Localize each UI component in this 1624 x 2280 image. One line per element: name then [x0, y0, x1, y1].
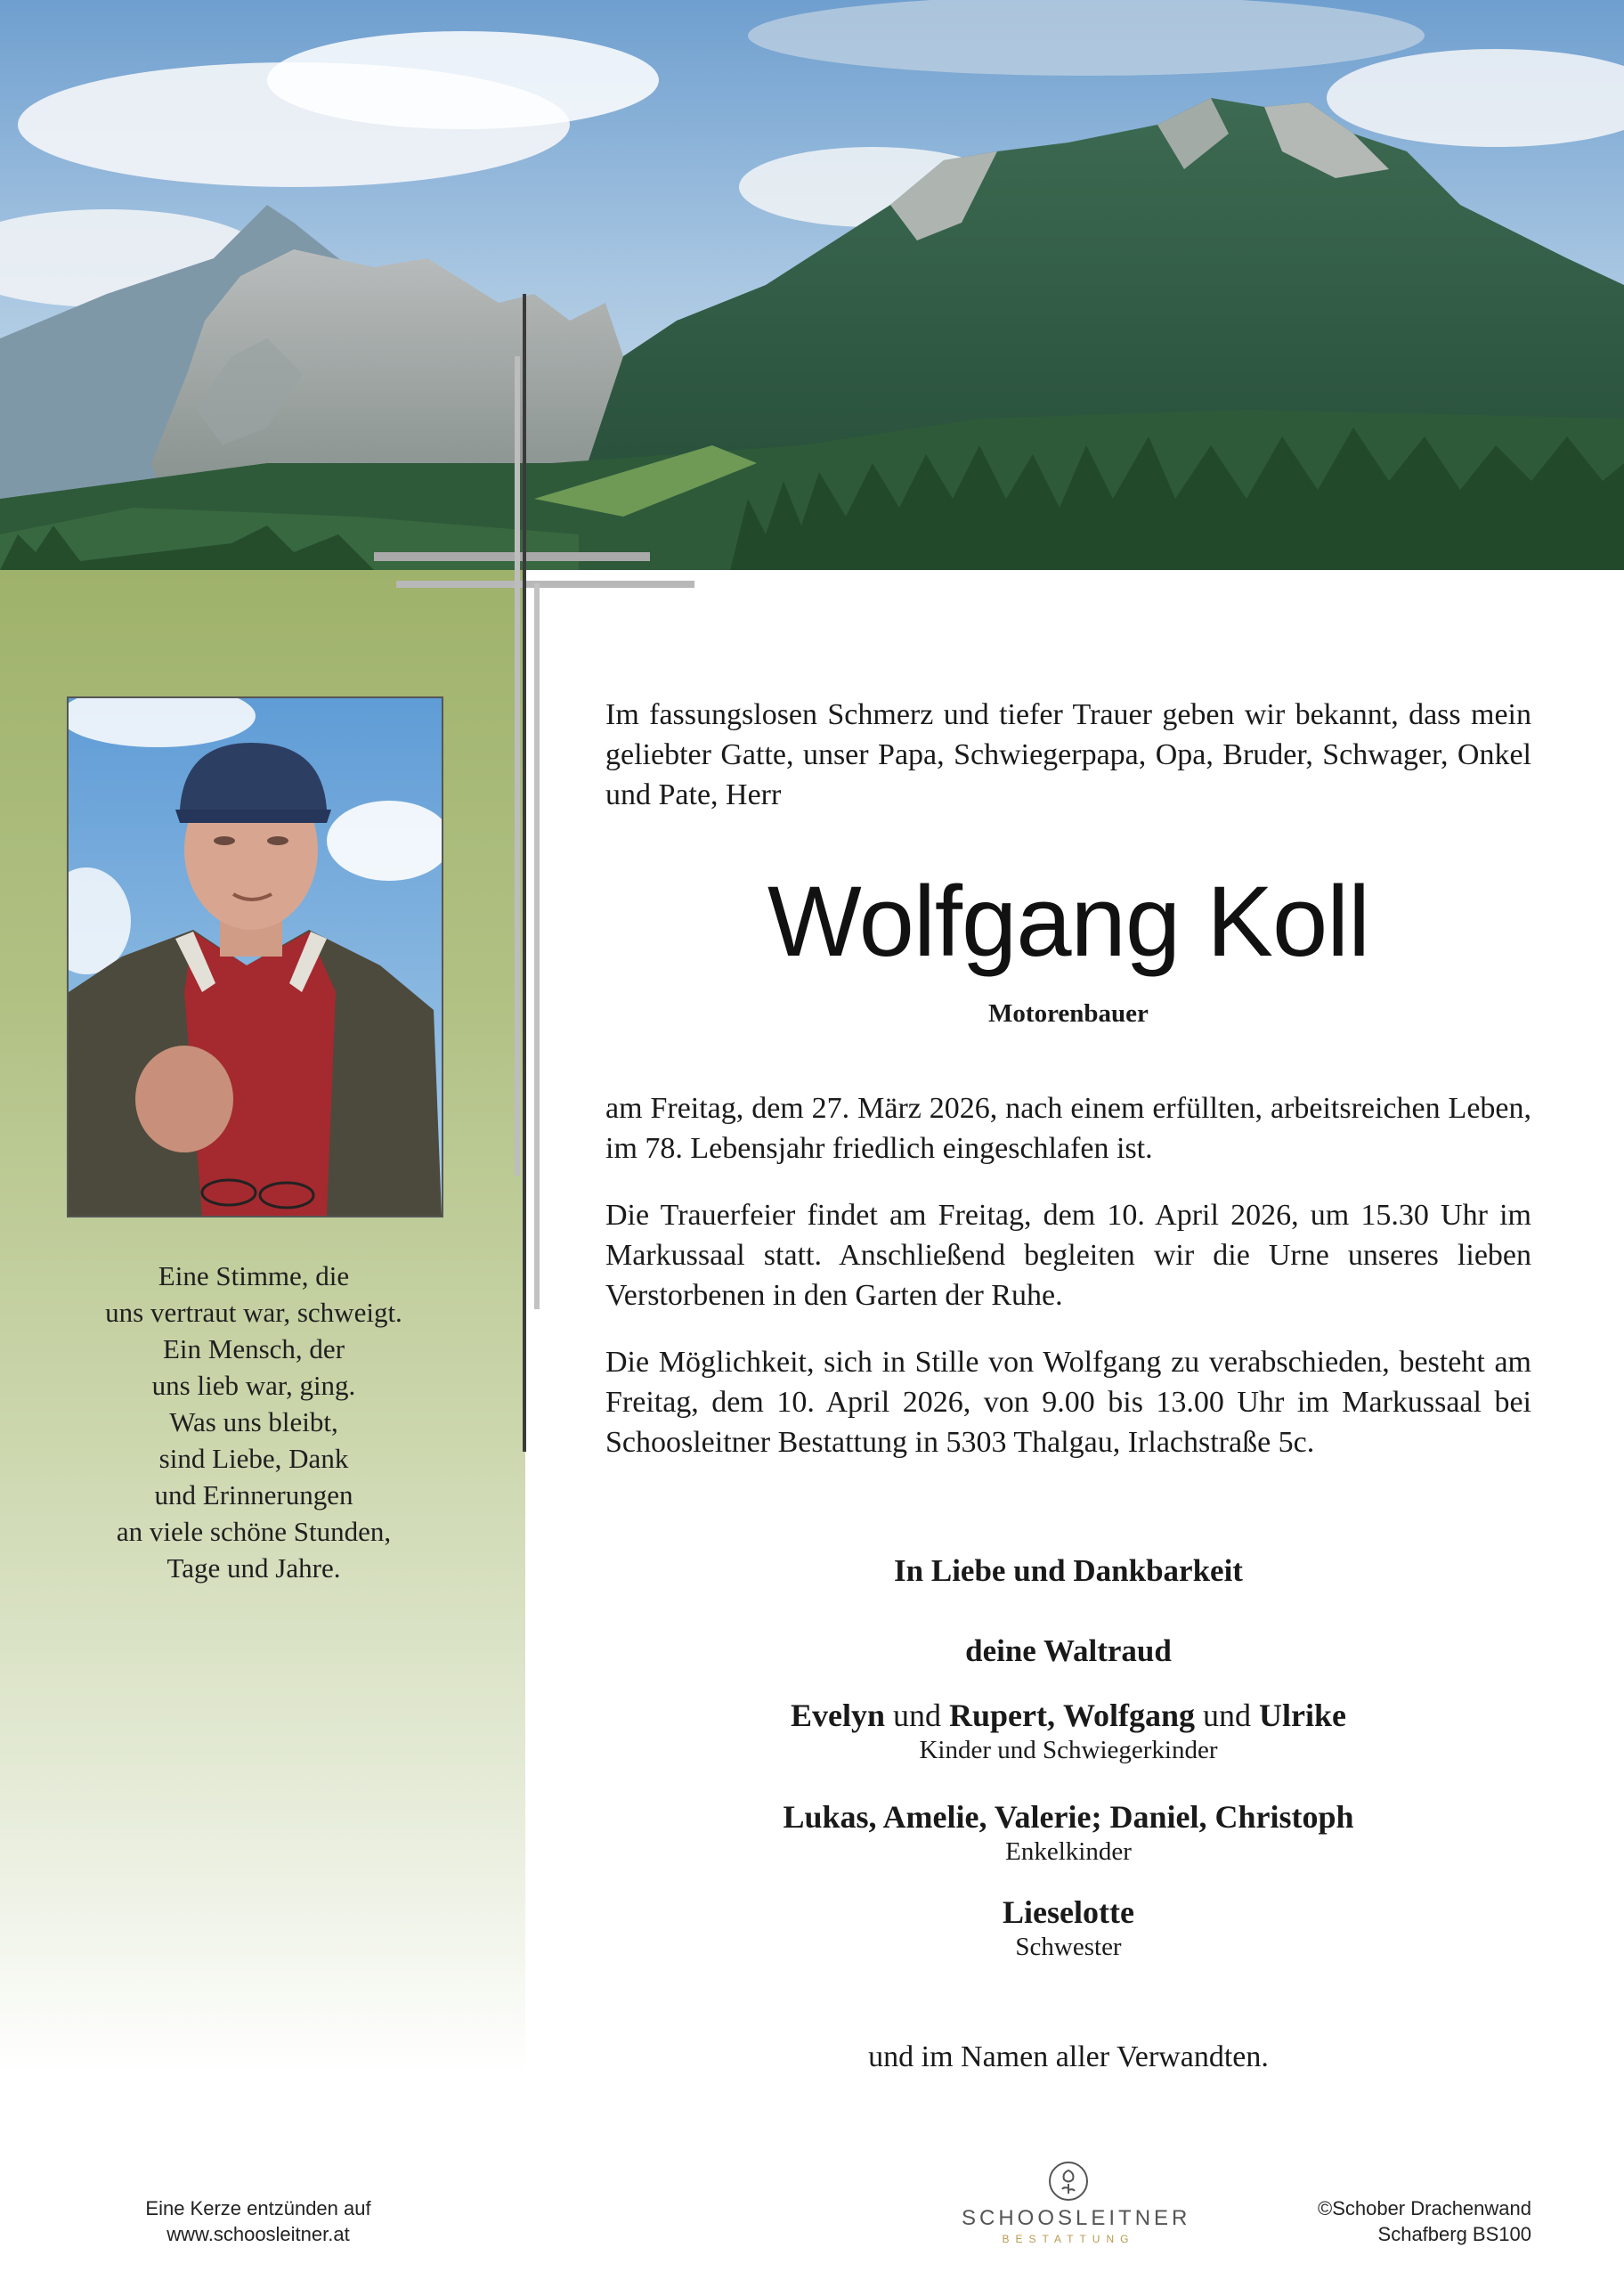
poem-line: Tage und Jahre. [166, 1552, 341, 1584]
death-notice-paragraph: am Freitag, dem 27. März 2026, nach einem erfüllten, arbeitsreichen Leben, im 78. Lebensjahr friedlich eingeschlafen ist. [605, 1092, 1531, 1165]
rose-icon [1047, 2160, 1090, 2203]
closing-line: In Liebe und Dankbarkeit [894, 1553, 1243, 1588]
child-name: Rupert, [949, 1698, 1055, 1733]
deceased-profession: Motorenbauer [988, 999, 1149, 1028]
grandchildren-names: Lukas, Amelie, Valerie; Daniel, Christoph [783, 1799, 1354, 1835]
children-group [605, 1697, 1531, 1766]
sister-relation: Schwester [1015, 1933, 1122, 1961]
cross-horizontal-bar [374, 552, 650, 561]
cross-vertical-shadow [534, 583, 540, 1309]
candle-note [89, 2195, 427, 2247]
relatives-line: und im Namen aller Verwandten. [868, 2040, 1269, 2073]
funeral-home-logo [962, 2160, 1191, 2245]
poem-line: Was uns bleibt, [169, 1406, 338, 1437]
poem-line: Eine Stimme, die [158, 1260, 350, 1291]
connector-text: und [893, 1698, 941, 1733]
poem-line: und Erinnerungen [154, 1479, 353, 1510]
grandchildren-relation: Enkelkinder [1005, 1837, 1132, 1866]
poem-line: uns vertraut war, schweigt. [105, 1297, 402, 1328]
deceased-name: Wolfgang Koll [767, 866, 1369, 977]
sister-name: Lieselotte [1003, 1894, 1134, 1930]
connector-text: und [1203, 1698, 1252, 1733]
grandchildren-group [605, 1798, 1531, 1868]
memorial-poem [36, 1258, 472, 1586]
cross-vertical-bar [523, 294, 526, 1452]
poem-line: sind Liebe, Dank [158, 1443, 349, 1474]
farewell-paragraph: Die Möglichkeit, sich in Stille von Wolfgang zu verabschieden, besteht am Freitag, dem 10. April 2026, von 9.00 bis 13.00 Uhr im Markussaal bei Schoosleitner Bestattung in 5303 Thalgau, Irlachstraße 5c. [605, 1346, 1531, 1459]
sister-group [605, 1893, 1531, 1963]
candle-text: Eine Kerze entzünden auf [145, 2197, 371, 2219]
poem-line: an viele schöne Stunden, [116, 1516, 392, 1547]
cross-vertical-light [515, 356, 520, 1176]
ceremony-paragraph: Die Trauerfeier findet am Freitag, dem 10. April 2026, um 15.30 Uhr im Markussaal statt. Anschließend begleiten wir die Urne unseres lieben Verstorbenen in den Garten der Ruhe. [605, 1199, 1531, 1312]
photo-credit [1264, 2195, 1531, 2247]
website-link[interactable]: www.schoosleitner.at [166, 2223, 350, 2245]
intro-paragraph: Im fassungslosen Schmerz und tiefer Trauer geben wir bekannt, dass mein geliebter Gatte, unser Papa, Schwiegerpapa, Opa, Bruder, Schwager, Onkel und Pate, Herr [605, 698, 1531, 811]
poem-line: Ein Mensch, der [162, 1333, 345, 1364]
credit-line: ©Schober Drachenwand [1317, 2197, 1531, 2219]
header-landscape-photo [0, 0, 1624, 570]
child-name: Ulrike [1259, 1698, 1347, 1733]
credit-line: Schafberg BS100 [1377, 2223, 1531, 2245]
logo-subtitle: BESTATTUNG [1002, 2233, 1135, 2245]
children-names [605, 1697, 1531, 1734]
child-name: Wolfgang [1063, 1698, 1196, 1733]
children-relation: Kinder und Schwiegerkinder [919, 1736, 1218, 1764]
poem-line: uns lieb war, ging. [151, 1370, 356, 1401]
child-name: Evelyn [790, 1698, 885, 1733]
cross-horizontal-bar-lower [396, 581, 694, 588]
spouse-name: deine Waltraud [965, 1633, 1172, 1668]
logo-wordmark: SCHOOSLEITNER [962, 2206, 1191, 2230]
portrait-photo [67, 696, 443, 1217]
